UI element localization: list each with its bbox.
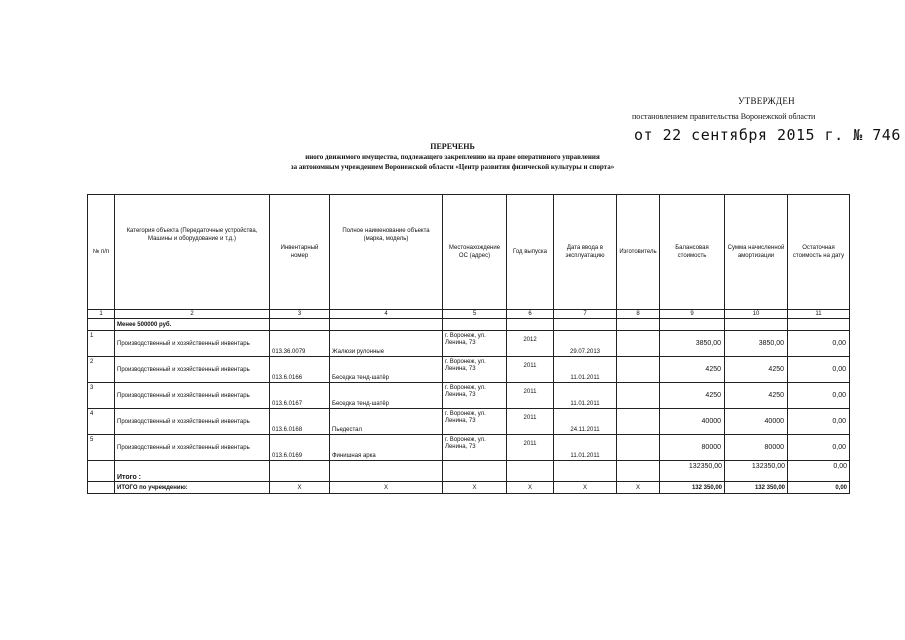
row-commission-date: 11.01.2011 xyxy=(554,357,617,383)
subtotal-balance: 132350,00 xyxy=(660,461,725,482)
column-number: 2 xyxy=(115,310,270,319)
total-x: X xyxy=(443,482,507,494)
row-year: 2011 xyxy=(507,435,554,461)
row-manufacturer xyxy=(617,357,660,383)
column-number: 6 xyxy=(507,310,554,319)
row-inventory-number: 013.6.0167 xyxy=(270,383,330,409)
total-label: ИТОГО по учреждению: xyxy=(115,482,270,494)
row-amortization: 4250 xyxy=(725,357,788,383)
total-amortization: 132 350,00 xyxy=(725,482,788,494)
total-x: X xyxy=(554,482,617,494)
row-residual: 0,00 xyxy=(788,435,850,461)
document-title: ПЕРЕЧЕНЬ xyxy=(430,142,475,151)
row-category: Производственный и хозяйственный инвентарь xyxy=(115,331,270,357)
row-residual: 0,00 xyxy=(788,409,850,435)
row-manufacturer xyxy=(617,409,660,435)
table-header-row xyxy=(88,195,850,310)
col-header-manufacturer: Изготовитель xyxy=(617,195,660,310)
row-object-name: Жалюзи рулонные xyxy=(330,331,443,357)
row-manufacturer xyxy=(617,331,660,357)
row-year: 2011 xyxy=(507,409,554,435)
row-inventory-number: 013.6.0169 xyxy=(270,435,330,461)
table-row xyxy=(88,409,850,435)
row-balance: 3850,00 xyxy=(660,331,725,357)
column-number: 4 xyxy=(330,310,443,319)
row-category: Производственный и хозяйственный инвентарь xyxy=(115,409,270,435)
column-number: 11 xyxy=(788,310,850,319)
row-number: 2 xyxy=(88,357,115,383)
total-x: X xyxy=(330,482,443,494)
table-row xyxy=(88,435,850,461)
row-object-name: Беседка тенд-шатёр xyxy=(330,383,443,409)
column-number: 5 xyxy=(443,310,507,319)
row-balance: 80000 xyxy=(660,435,725,461)
decree-date: от 22 сентября 2015 г. № 746 xyxy=(634,126,901,144)
column-number: 1 xyxy=(88,310,115,319)
row-inventory-number: 013.36.0079 xyxy=(270,331,330,357)
approved-label: УТВЕРЖДЕН xyxy=(738,96,795,106)
row-object-name: Пьедестал xyxy=(330,409,443,435)
row-number: 1 xyxy=(88,331,115,357)
total-balance: 132 350,00 xyxy=(660,482,725,494)
col-header-commission-date: Дата ввода в эксплуатацию xyxy=(554,195,617,310)
col-header-category: Категория объекта (Передаточные устройства, Машины и оборудование и т.д.) xyxy=(115,195,270,310)
table-row xyxy=(88,331,850,357)
row-residual: 0,00 xyxy=(788,383,850,409)
row-commission-date: 24.11.2011 xyxy=(554,409,617,435)
row-amortization: 80000 xyxy=(725,435,788,461)
row-residual: 0,00 xyxy=(788,357,850,383)
row-amortization: 4250 xyxy=(725,383,788,409)
table-row xyxy=(88,383,850,409)
subtotal-row xyxy=(88,461,850,482)
col-header-residual: Остаточная стоимость на дату xyxy=(788,195,850,310)
row-commission-date: 11.01.2011 xyxy=(554,435,617,461)
col-header-amortization: Сумма начисленной амортизации xyxy=(725,195,788,310)
row-manufacturer xyxy=(617,435,660,461)
column-number: 8 xyxy=(617,310,660,319)
row-object-name: Беседка тенд-шатёр xyxy=(330,357,443,383)
column-number: 3 xyxy=(270,310,330,319)
row-amortization: 40000 xyxy=(725,409,788,435)
row-amortization: 3850,00 xyxy=(725,331,788,357)
row-manufacturer xyxy=(617,383,660,409)
total-row xyxy=(88,482,850,494)
col-header-inventory: Инвентарный номер xyxy=(270,195,330,310)
row-commission-date: 11.01.2011 xyxy=(554,383,617,409)
row-commission-date: 29.07.2013 xyxy=(554,331,617,357)
row-category: Производственный и хозяйственный инвентарь xyxy=(115,383,270,409)
subtotal-amortization: 132350,00 xyxy=(725,461,788,482)
row-balance: 40000 xyxy=(660,409,725,435)
column-number: 9 xyxy=(660,310,725,319)
decree-text: постановлением правительства Воронежской области xyxy=(632,112,816,121)
row-year: 2011 xyxy=(507,383,554,409)
row-object-name: Финишная арка xyxy=(330,435,443,461)
assets-table xyxy=(87,194,850,494)
total-x: X xyxy=(270,482,330,494)
subtotal-residual: 0,00 xyxy=(788,461,850,482)
column-number-row xyxy=(88,310,850,319)
row-location: г. Воронеж, ул. Ленина, 73 xyxy=(443,409,507,435)
row-balance: 4250 xyxy=(660,357,725,383)
document-subtitle-line-2: за автономным учреждением Воронежской области «Центр развития физической культуры и спорта» xyxy=(290,163,615,171)
col-header-name: Полное наименование объекта (марка, модель) xyxy=(330,195,443,310)
subtotal-label: Итого : xyxy=(115,461,270,482)
row-year: 2012 xyxy=(507,331,554,357)
row-location: г. Воронеж, ул. Ленина, 73 xyxy=(443,331,507,357)
row-inventory-number: 013.6.0166 xyxy=(270,357,330,383)
row-inventory-number: 013.6.0168 xyxy=(270,409,330,435)
group-row xyxy=(88,319,850,331)
total-x: X xyxy=(617,482,660,494)
column-number: 7 xyxy=(554,310,617,319)
column-number: 10 xyxy=(725,310,788,319)
row-year: 2011 xyxy=(507,357,554,383)
row-number: 4 xyxy=(88,409,115,435)
row-location: г. Воронеж, ул. Ленина, 73 xyxy=(443,357,507,383)
row-balance: 4250 xyxy=(660,383,725,409)
row-category: Производственный и хозяйственный инвентарь xyxy=(115,435,270,461)
row-number: 5 xyxy=(88,435,115,461)
col-header-year: Год выпуска xyxy=(507,195,554,310)
row-residual: 0,00 xyxy=(788,331,850,357)
document-subtitle-line-1: иного движимого имущества, подлежащего закреплению на праве оперативного управления xyxy=(305,153,600,161)
col-header-number: № п/п xyxy=(88,195,115,310)
group-label: Менее 500000 руб. xyxy=(115,319,270,331)
total-residual: 0,00 xyxy=(788,482,850,494)
total-x: X xyxy=(507,482,554,494)
row-location: г. Воронеж, ул. Ленина, 73 xyxy=(443,435,507,461)
col-header-location: Местонахождение ОС (адрес) xyxy=(443,195,507,310)
col-header-balance: Балансовая стоимость xyxy=(660,195,725,310)
row-number: 3 xyxy=(88,383,115,409)
row-location: г. Воронеж, ул. Ленина, 73 xyxy=(443,383,507,409)
table-row xyxy=(88,357,850,383)
row-category: Производственный и хозяйственный инвентарь xyxy=(115,357,270,383)
